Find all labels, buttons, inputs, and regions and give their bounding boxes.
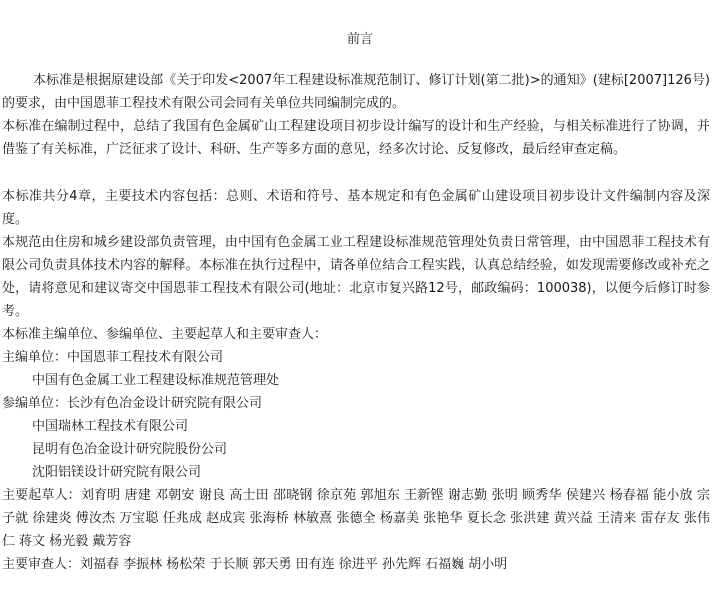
- participating-label: 参编单位：: [2, 396, 68, 411]
- drafters-label: 主要起草人：: [2, 488, 81, 503]
- drafters-list: 刘育明 唐建 邓朝安 谢良 高士田 邵晓钢 徐京苑 郭旭东 王新铿 谢志勤 张明 顾秀华 侯建兴 杨春福 能小放 宗子就 徐建炎 傅汝杰 万宝聪 任兆成 赵成宾 张海桥 林敏熹 张德全 杨嘉美 张艳华 夏长念 张洪建 黄兴益 王清来 雷存友 张伟仁 蒋文 杨光毅 戴芳容: [2, 488, 710, 549]
- reviewers-row: [2, 553, 710, 576]
- reviewers-label: 主要审查人：: [2, 557, 81, 572]
- paragraph-units-intro: 本标准主编单位、参编单位、主要起草人和主要审查人：: [2, 327, 328, 342]
- participating-unit: 沈阳铝镁设计研究院有限公司: [32, 465, 202, 480]
- paragraph-content: 本标准共分4章，主要技术内容包括：总则、术语和符号、基本规定和有色金属矿山建设项目初步设计文件编制内容及深度。: [2, 189, 710, 227]
- chief-editor-unit: 中国有色金属工业工程建设标准规范管理处: [32, 373, 280, 388]
- chief-editor-unit: 中国恩菲工程技术有限公司: [67, 350, 224, 365]
- page-title: 前言: [346, 32, 373, 47]
- participating-row: [2, 392, 710, 415]
- participating-unit: 长沙有色冶金设计研究院有限公司: [67, 396, 263, 411]
- paragraph-basis: 本标准是根据原建设部《关于印发<2007年工程建设标准规范制订、修订计划(第二批)>的通知》(建标[2007]126号)的要求，由中国恩菲工程技术有限公司会同有关单位共同编制完成的。: [2, 73, 710, 111]
- reviewers-list: 刘福春 李振林 杨松荣 于长顺 郭天勇 田有连 徐进平 孙先辉 石福巍 胡小明: [80, 557, 508, 572]
- participating-unit: 昆明有色冶金设计研究院股份公司: [32, 442, 228, 457]
- drafters-block: [2, 484, 710, 553]
- paragraph-management: 本规范由住房和城乡建设部负责管理，由中国有色金属工业工程建设标准规范管理处负责日常管理，由中国恩菲工程技术有限公司负责具体技术内容的解释。本标准在执行过程中，请各单位结合工程实践，认真总结经验，如发现需要修改或补充之处，请将意见和建议寄交中国恩菲工程技术有限公司(地址：北京市复兴路12号，邮政编码：100038)，以便今后修订时参考。: [2, 235, 710, 319]
- participating-unit: 中国瑞林工程技术有限公司: [32, 419, 189, 434]
- chief-editor-row: [2, 346, 710, 369]
- paragraph-process: 本标准在编制过程中，总结了我国有色金属矿山工程建设项目初步设计编写的设计和生产经验，与相关标准进行了协调，并借鉴了有关标准，广泛征求了设计、科研、生产等多方面的意见，经多次讨论、反复修改，最后经审查定稿。: [2, 119, 710, 157]
- chief-editor-label: 主编单位：: [2, 350, 68, 365]
